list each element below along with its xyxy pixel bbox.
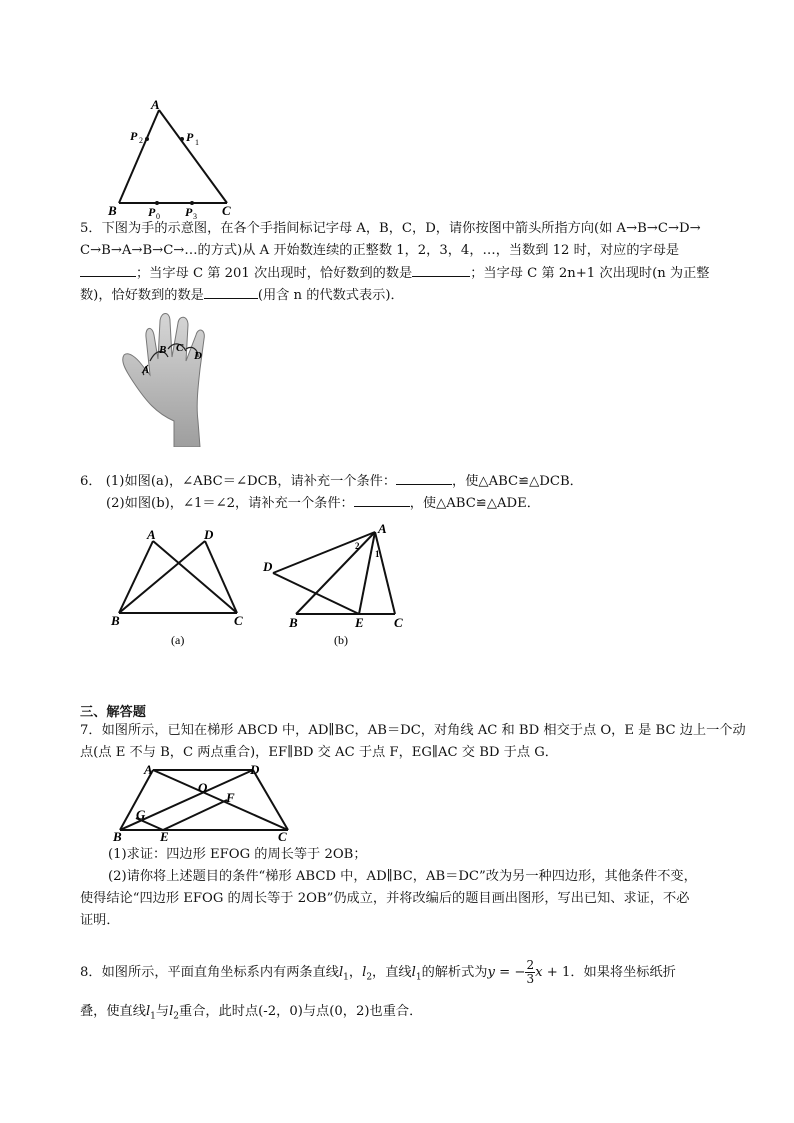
q6-text-1b: ，使△ABC≌△DCB．	[452, 474, 583, 489]
hand-photo	[116, 309, 220, 447]
trap-label-o: O	[198, 780, 208, 795]
figure-b	[258, 520, 418, 650]
q5-line-2	[80, 240, 679, 262]
fig-a-label-c: C	[234, 613, 243, 628]
q7-part-2-line-3: 证明．	[80, 913, 120, 928]
hand-label-d: D	[194, 350, 202, 362]
q6-text-2b: ，使△ABC≌△ADE．	[409, 496, 540, 511]
trap-label-g: G	[136, 807, 146, 822]
fraction	[525, 959, 535, 986]
fraction-denominator: 3	[526, 972, 535, 986]
hand-label-c: C	[176, 342, 184, 354]
label-p1: P	[186, 130, 194, 144]
q7-part-2-line-1: (2)请你将上述题目的条件“梯形 ABCD 中，AD∥BC，AB＝DC”改为另一种四边形，其他条件不变，	[108, 869, 697, 884]
trapezoid-figure	[110, 762, 300, 842]
label-p2: P	[130, 129, 138, 143]
fig-b-angle-1: 1	[375, 549, 380, 559]
section-title: 三、解答题	[80, 705, 146, 720]
figure-a	[105, 525, 255, 650]
q5-text-2: C→B→A→B→C→…的方式)从 A 开始数连续的正整数 1，2，3，4，…，当数到 12 时，对应的字母是	[80, 243, 680, 258]
fig-a-label-a: A	[147, 527, 156, 542]
var-l: l	[362, 965, 367, 980]
var-x: x	[535, 965, 543, 980]
q8-text-2b: 与	[155, 1004, 170, 1019]
label-p2-sub: 2	[139, 136, 143, 145]
fig-a-caption: (a)	[171, 633, 185, 647]
q6-text-2a: (2)如图(b)，∠1＝∠2，请补充一个条件：	[106, 496, 354, 511]
trap-label-a: A	[144, 762, 153, 777]
trap-label-e: E	[160, 829, 169, 842]
q5-line-4	[80, 284, 404, 307]
answer-blank[interactable]	[396, 470, 452, 485]
q8-text-1c: 的解析式为	[421, 965, 488, 980]
label-p1-sub: 1	[195, 138, 199, 147]
label-a: A	[151, 97, 160, 112]
q7-line-1: 7．如图所示，已知在梯形 ABCD 中，AD∥BC，AB＝DC，对角线 AC 和 BD 相交于点 O，E 是 BC 边上一个动	[80, 723, 746, 738]
q6-line-1	[80, 470, 583, 493]
trap-label-f: F	[226, 790, 235, 805]
subscript: 1	[150, 1011, 156, 1022]
q5-text-5: 数)，恰好数到的数是	[80, 288, 204, 303]
q6-line-2	[106, 492, 540, 515]
fig-b-label-b: B	[289, 615, 298, 630]
q5-line-3	[80, 262, 709, 285]
var-l: l	[338, 965, 344, 980]
var-y: y	[487, 965, 495, 980]
answer-blank[interactable]	[80, 262, 136, 277]
hand-label-a: A	[142, 364, 150, 376]
label-p3-sub: 3	[193, 212, 197, 220]
q8-text-2a: 叠，使直线	[80, 1004, 146, 1019]
label-p0: P	[148, 205, 156, 219]
label-p3: P	[185, 205, 193, 219]
q8-line-1	[80, 955, 676, 996]
subscript: 2	[173, 1011, 180, 1022]
triangle-figure-p	[100, 95, 250, 220]
fig-b-label-d: D	[263, 559, 273, 574]
q8-text-2c: 重合，此时点(-2，0)与点(0，2)也重合．	[179, 1004, 423, 1019]
fig-b-label-a: A	[378, 521, 387, 536]
var-l: l	[411, 965, 416, 980]
fig-b-label-e: E	[355, 615, 364, 630]
trap-label-b: B	[113, 829, 122, 842]
q5-text-1: 5．下图为手的示意图，在各个手指间标记字母 A，B，C，D，请你按图中箭头所指方向(如 A→B→C→D→	[80, 221, 701, 236]
hand-drawing	[116, 309, 220, 447]
label-b: B	[108, 203, 117, 218]
q7-line-2: 点(点 E 不与 B，C 两点重合)，EF∥BD 交 AC 于点 F，EG∥AC 交 BD 于点 G．	[80, 745, 558, 760]
q5-text-3: ；当字母 C 第 201 次出现时，恰好数到的数是	[136, 266, 413, 281]
subscript: 2	[366, 972, 373, 983]
answer-blank[interactable]	[412, 262, 470, 277]
hand-label-b: B	[159, 344, 167, 356]
q6-text-1a: 6． (1)如图(a)，∠ABC＝∠DCB，请补充一个条件：	[80, 474, 397, 489]
fraction-numerator: 2	[526, 958, 535, 972]
fig-b-caption: (b)	[334, 633, 348, 647]
trap-label-c: C	[278, 829, 287, 842]
subscript: 1	[343, 972, 349, 983]
fig-b-angle-2: 2	[355, 541, 360, 551]
q7-part-2-line-2: 使得结论“四边形 EFOG 的周长等于 2OB”仍成立，并将改编后的题目画出图形，写出已知、求证，不必	[80, 891, 690, 906]
fig-a-label-b: B	[111, 613, 120, 628]
answer-blank[interactable]	[204, 284, 258, 299]
label-c: C	[222, 203, 231, 218]
subscript: 1	[415, 972, 422, 983]
q5-text-4: ；当字母 C 第 2n+1 次出现时(n 为正整	[470, 266, 710, 281]
label-p0-sub: 0	[156, 212, 160, 220]
q8-comma: ，	[348, 965, 363, 980]
q8-text-1d: ．如果将坐标纸折	[570, 965, 676, 980]
equation	[487, 958, 571, 986]
eq-sign: = −	[494, 965, 526, 980]
q5-text-6: (用含 n 的代数式表示)．	[257, 288, 404, 303]
q8-text-1b: ，直线	[372, 965, 412, 980]
fig-b-label-c: C	[394, 615, 403, 630]
var-l: l	[145, 1004, 151, 1019]
trap-label-d: D	[250, 762, 260, 777]
var-l: l	[169, 1004, 174, 1019]
q7-part-1: (1)求证：四边形 EFOG 的周长等于 2OB；	[108, 847, 367, 862]
answer-blank[interactable]	[354, 492, 410, 507]
q5-line-1	[80, 218, 701, 240]
q8-line-2	[80, 1001, 422, 1028]
fig-a-label-d: D	[204, 527, 214, 542]
q8-text-1a: 8．如图所示，平面直角坐标系内有两条直线	[80, 965, 339, 980]
eq-tail: + 1	[542, 965, 571, 980]
